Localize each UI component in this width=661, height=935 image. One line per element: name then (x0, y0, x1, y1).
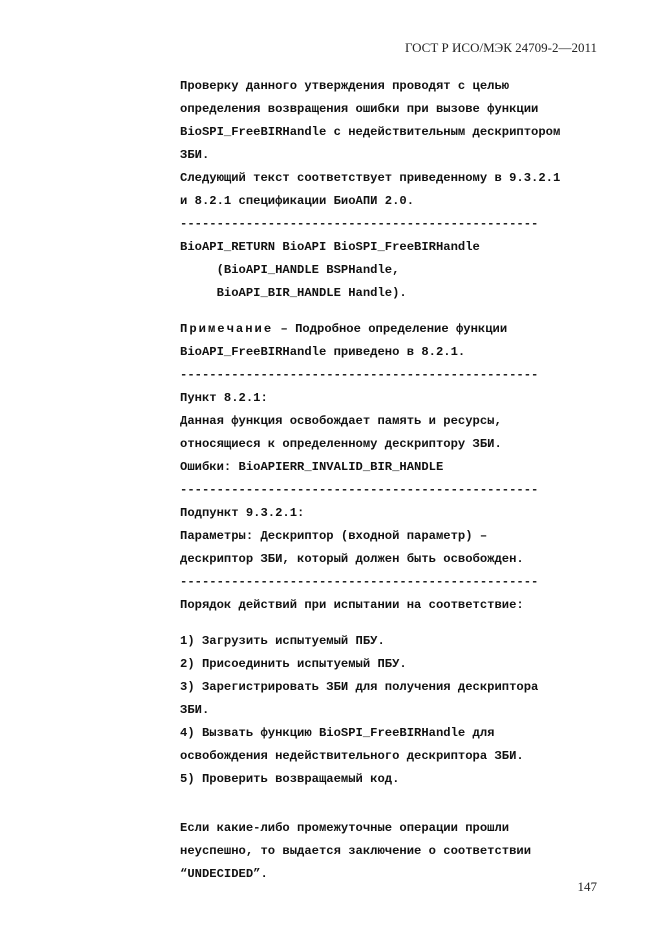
note-line: BioAPI_FreeBIRHandle приведено в 8.2.1. (180, 345, 466, 359)
code-line: BioAPI_RETURN BioAPI BioSPI_FreeBIRHandle (180, 240, 480, 254)
conclusion-line: неуспешно, то выдается заключение о соответствии (180, 844, 532, 858)
text-line: BioSPI_FreeBIRHandle с недействительным дескриптором (180, 125, 561, 139)
step-line: 4) Вызвать функцию BioSPI_FreeBIRHandle для (180, 726, 495, 740)
separator-line: ------------------------------------------------- (180, 483, 539, 497)
step-line: 3) Зарегистрировать ЗБИ для получения дескриптора (180, 680, 539, 694)
subclause-line: Параметры: Дескриптор (входной параметр) – (180, 529, 488, 543)
step-line: ЗБИ. (180, 703, 210, 717)
text-line: Следующий текст соответствует приведенному в 9.3.2.1 (180, 171, 561, 185)
separator-line: ------------------------------------------------- (180, 368, 539, 382)
conclusion-line: “UNDECIDED”. (180, 867, 268, 881)
text-line: определения возвращения ошибки при вызове функции (180, 102, 539, 116)
clause-line: Ошибки: BioAPIERR_INVALID_BIR_HANDLE (180, 460, 444, 474)
code-line: (BioAPI_HANDLE BSPHandle, (180, 263, 400, 277)
note-line (180, 318, 620, 341)
text-line: Проверку данного утверждения проводят с целью (180, 79, 510, 93)
clause-line: относящиеся к определенному дескриптору ЗБИ. (180, 437, 502, 451)
subclause-line: Подпункт 9.3.2.1: (180, 506, 305, 520)
note-label: Примечание (180, 322, 274, 336)
clause-line: Данная функция освобождает память и ресурсы, (180, 414, 502, 428)
separator-line: ------------------------------------------------- (180, 217, 539, 231)
note-text: – Подробное определение функции (273, 322, 508, 336)
document-body (180, 75, 620, 886)
clause-line: Пункт 8.2.1: (180, 391, 268, 405)
subclause-line: дескриптор ЗБИ, который должен быть освобожден. (180, 552, 524, 566)
text-line: ЗБИ. (180, 148, 210, 162)
document-header: ГОСТ Р ИСО/МЭК 24709-2—2011 (404, 40, 597, 55)
separator-line: ------------------------------------------------- (180, 575, 539, 589)
step-line: 1) Загрузить испытуемый ПБУ. (180, 634, 385, 648)
step-line: освобождения недействительного дескриптора ЗБИ. (180, 749, 524, 763)
procedure-title: Порядок действий при испытании на соответствие: (180, 598, 524, 612)
text-line: и 8.2.1 спецификации БиоАПИ 2.0. (180, 194, 415, 208)
code-line: BioAPI_BIR_HANDLE Handle). (180, 286, 407, 300)
page-number: 147 (577, 879, 597, 894)
conclusion-line: Если какие-либо промежуточные операции прошли (180, 821, 510, 835)
step-line: 5) Проверить возвращаемый код. (180, 772, 400, 786)
step-line: 2) Присоединить испытуемый ПБУ. (180, 657, 407, 671)
